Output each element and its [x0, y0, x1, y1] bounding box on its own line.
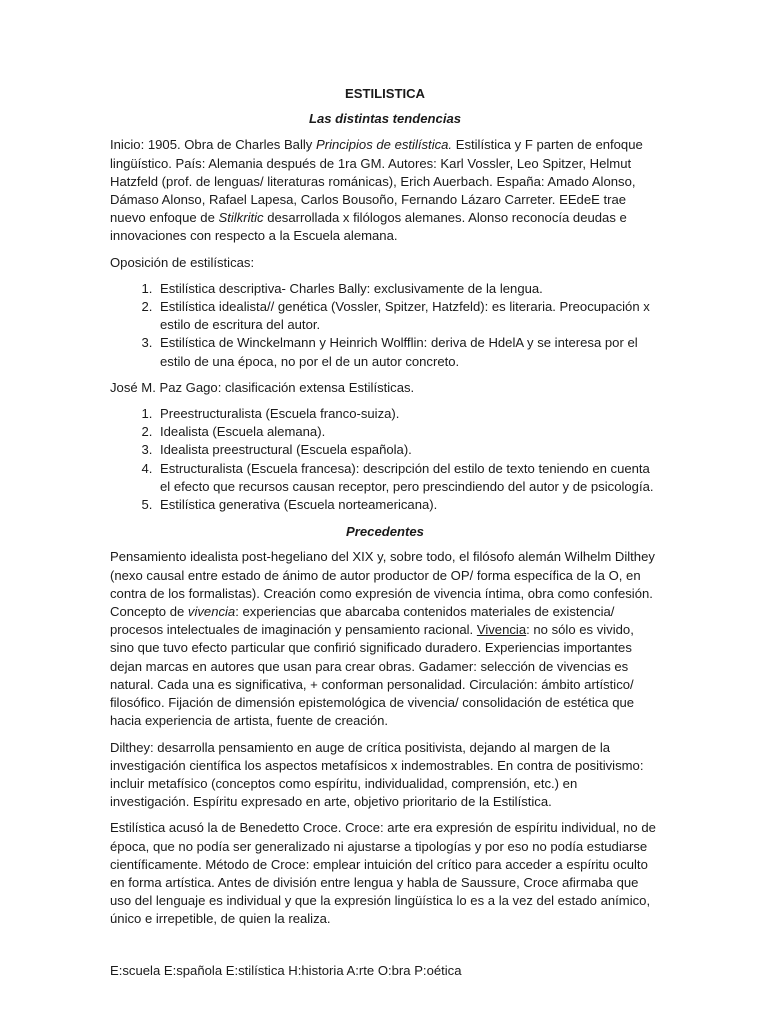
list-item: 1. Preestructuralista (Escuela franco-suiza).: [156, 405, 660, 423]
list-oposicion: [110, 280, 660, 371]
inicio-term: Stilkritic: [218, 210, 264, 226]
inicio-text-a: Inicio: 1905. Obra de Charles Bally: [110, 137, 316, 153]
list-item: 3. Idealista preestructural (Escuela española).: [156, 441, 660, 459]
vivencia-underlined: Vivencia: [476, 622, 527, 638]
paragraph-dilthey-positivismo: Dilthey: desarrolla pensamiento en auge de crítica positivista, dejando al margen de la investigación científica los aspectos metafísicos x indemostrables. En contra de positivismo: incluir metafísico (conceptos como espíritu, individualidad, comprensión, etc.) en investigación. Espíritu expresado en arte, objetivo prioritario de la Estilística.: [110, 739, 644, 810]
inicio-text-c: desarrollada x filólogos alemanes. Alonso reconocía deudas e innovaciones con respecto a la Escuela alemana.: [110, 210, 627, 244]
dilthey-text-b: : experiencias que abarcaba contenidos materiales de existencia/ procesos intelectuales de imaginación y pensamiento racional.: [110, 604, 615, 638]
dilthey-text-c: : no sólo es vivido, sino que tuvo efecto particular que confirió significado duradero. Experiencias importantes dejan marcas en autores que usan para crear obras. Gadamer: selección de vivencias es natural. Cada una es significativa, + conforman personalidad. Circulación: ámbito artístico/ filosófico. Fijación de dimensión epistemológica de vivencia/ consolidación de estética que hacia experiencia de artista, fuente de creación.: [110, 622, 635, 729]
inicio-text-b: Estilística y F parten de enfoque lingüístico. País: Alemania después de 1ra GM. Autores: Karl Vossler, Leo Spitzer, Helmut Hatzfeld (prof. de lenguas/ literaturas románicas), Erich Auerbach. España: Amado Alonso, Dámaso Alonso, Rafael Lapesa, Carlos Bousoño, Fernando Lázaro Carreter. EEdeE trae nuevo enfoque de: [110, 137, 643, 226]
list-item: 5. Estilística generativa (Escuela norteamericana).: [156, 496, 660, 514]
inicio-book-title: Principios de estilística.: [315, 137, 453, 153]
vivencia-term: vivencia: [187, 604, 236, 620]
section-heading-precedentes: Precedentes: [346, 524, 424, 540]
dilthey-text-a: Pensamiento idealista post-hegeliano del XIX y, sobre todo, el filósofo alemán Wilhelm Dilthey (nexo causal entre estado de ánimo de autor productor de OP/ forma específica de la O, en contra de los formalistas). Creación como expresión de vivencia íntima, obra como confesión. Concepto de: [110, 549, 655, 620]
list-item: 3. Estilística de Winckelmann y Heinrich Wolfflin: deriva de HdelA y se interesa por el estilo de una época, no por el de un autor concreto.: [156, 334, 660, 370]
list-item: 1. Estilística descriptiva- Charles Bally: exclusivamente de la lengua.: [156, 280, 660, 298]
abbreviation-key: E:scuela E:spañola E:stilística H:historia A:rte O:bra P:oética: [110, 963, 462, 978]
list-item: 2. Estilística idealista// genética (Vossler, Spitzer, Hatzfeld): es literaria. Preocupación x estilo de escritura del autor.: [156, 298, 660, 334]
paragraph-oposicion-intro: Oposición de estilísticas:: [110, 254, 255, 270]
paragraph-paz-gago-intro: José M. Paz Gago: clasificación extensa Estilísticas.: [110, 379, 415, 395]
document-title: ESTILISTICA: [344, 86, 426, 101]
list-item: 4. Estructuralista (Escuela francesa): descripción del estilo de texto teniendo en cuenta el efecto que recursos causan receptor, pero prescindiendo del autor y de psicología.: [156, 460, 660, 496]
list-item: 2. Idealista (Escuela alemana).: [156, 423, 660, 441]
paragraph-dilthey-vivencia: [110, 548, 660, 730]
section-heading-tendencias: Las distintas tendencias: [308, 111, 462, 127]
list-paz-gago: [110, 405, 660, 514]
paragraph-croce: Estilística acusó la de Benedetto Croce. Croce: arte era expresión de espíritu individual, no de época, que no podía ser generalizado ni ajustarse a tipologías y por eso no podía estudiarse científicamente. Método de Croce: emplear intuición del crítico para acceder a espíritu oculto en forma artística. Antes de división entre lengua y habla de Saussure, Croce afirmaba que uso del lenguaje es individual y que la expresión lingüística lo es a la vez del estado anímico, único e irrepetible, de quien la realiza.: [110, 820, 656, 927]
paragraph-inicio: [110, 136, 660, 245]
